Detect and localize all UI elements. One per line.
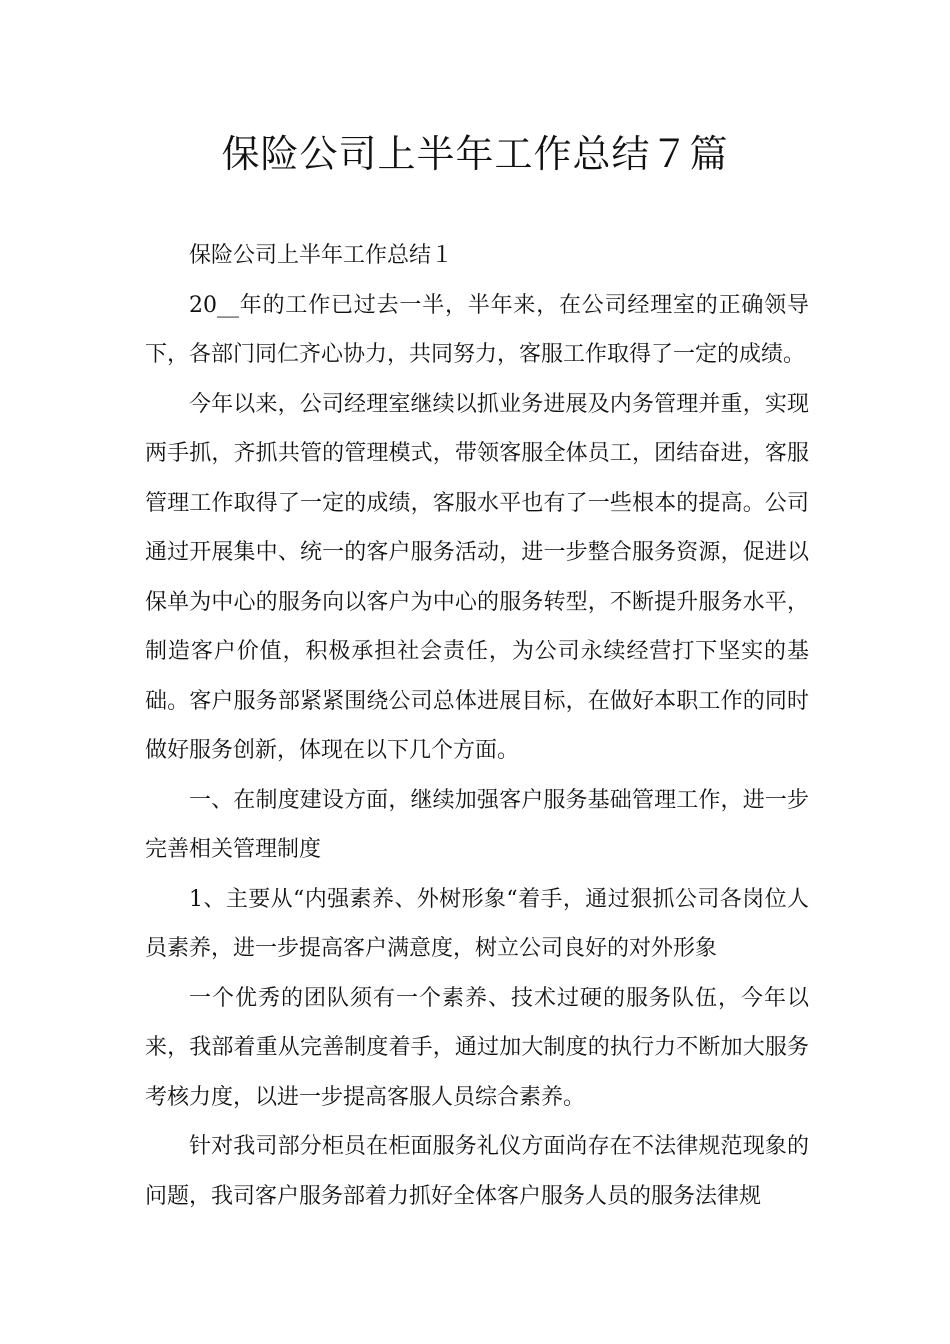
section-heading: 保险公司上半年工作总结１ bbox=[189, 243, 454, 268]
document-title: 保险公司上半年工作总结７篇 bbox=[221, 132, 729, 176]
paragraph-1: 20__年的工作已过去一半，半年来，在公司经理室的正确领导下，各部门同仁齐心协力，共同努力，客服工作取得了一定的成绩。 bbox=[145, 292, 809, 367]
document-body bbox=[145, 231, 809, 1221]
paragraph-6: 针对我司部分柜员在柜面服务礼仪方面尚存在不法律规范现象的问题，我司客户服务部着力抓好全体客户服务人员的服务法律规 bbox=[145, 1134, 809, 1209]
paragraph-5: 一个优秀的团队须有一个素养、技术过硬的服务队伍，今年以来，我部着重从完善制度着手，通过加大制度的执行力不断加大服务考核力度，以进一步提高客服人员综合素养。 bbox=[145, 985, 809, 1110]
paragraph-4: 1、主要从“内强素养、外树形象“着手，通过狠抓公司各岗位人员素养，进一步提高客户满意度，树立公司良好的对外形象 bbox=[145, 886, 809, 961]
paragraph-2: 今年以来，公司经理室继续以抓业务进展及内务管理并重，实现两手抓，齐抓共管的管理模式，带领客服全体员工，团结奋进，客服管理工作取得了一定的成绩，客服水平也有了一些根本的提高。公司通过开展集中、统一的客户服务活动，进一步整合服务资源，促进以保单为中心的服务向以客户为中心的服务转型，不断提升服务水平，制造客户价值，积极承担社会责任，为公司永续经营打下坚实的基础。客户服务部紧紧围绕公司总体进展目标，在做好本职工作的同时做好服务创新，体现在以下几个方面。 bbox=[145, 391, 809, 763]
paragraph-3: 一、在制度建设方面，继续加强客户服务基础管理工作，进一步完善相关管理制度 bbox=[145, 787, 809, 862]
